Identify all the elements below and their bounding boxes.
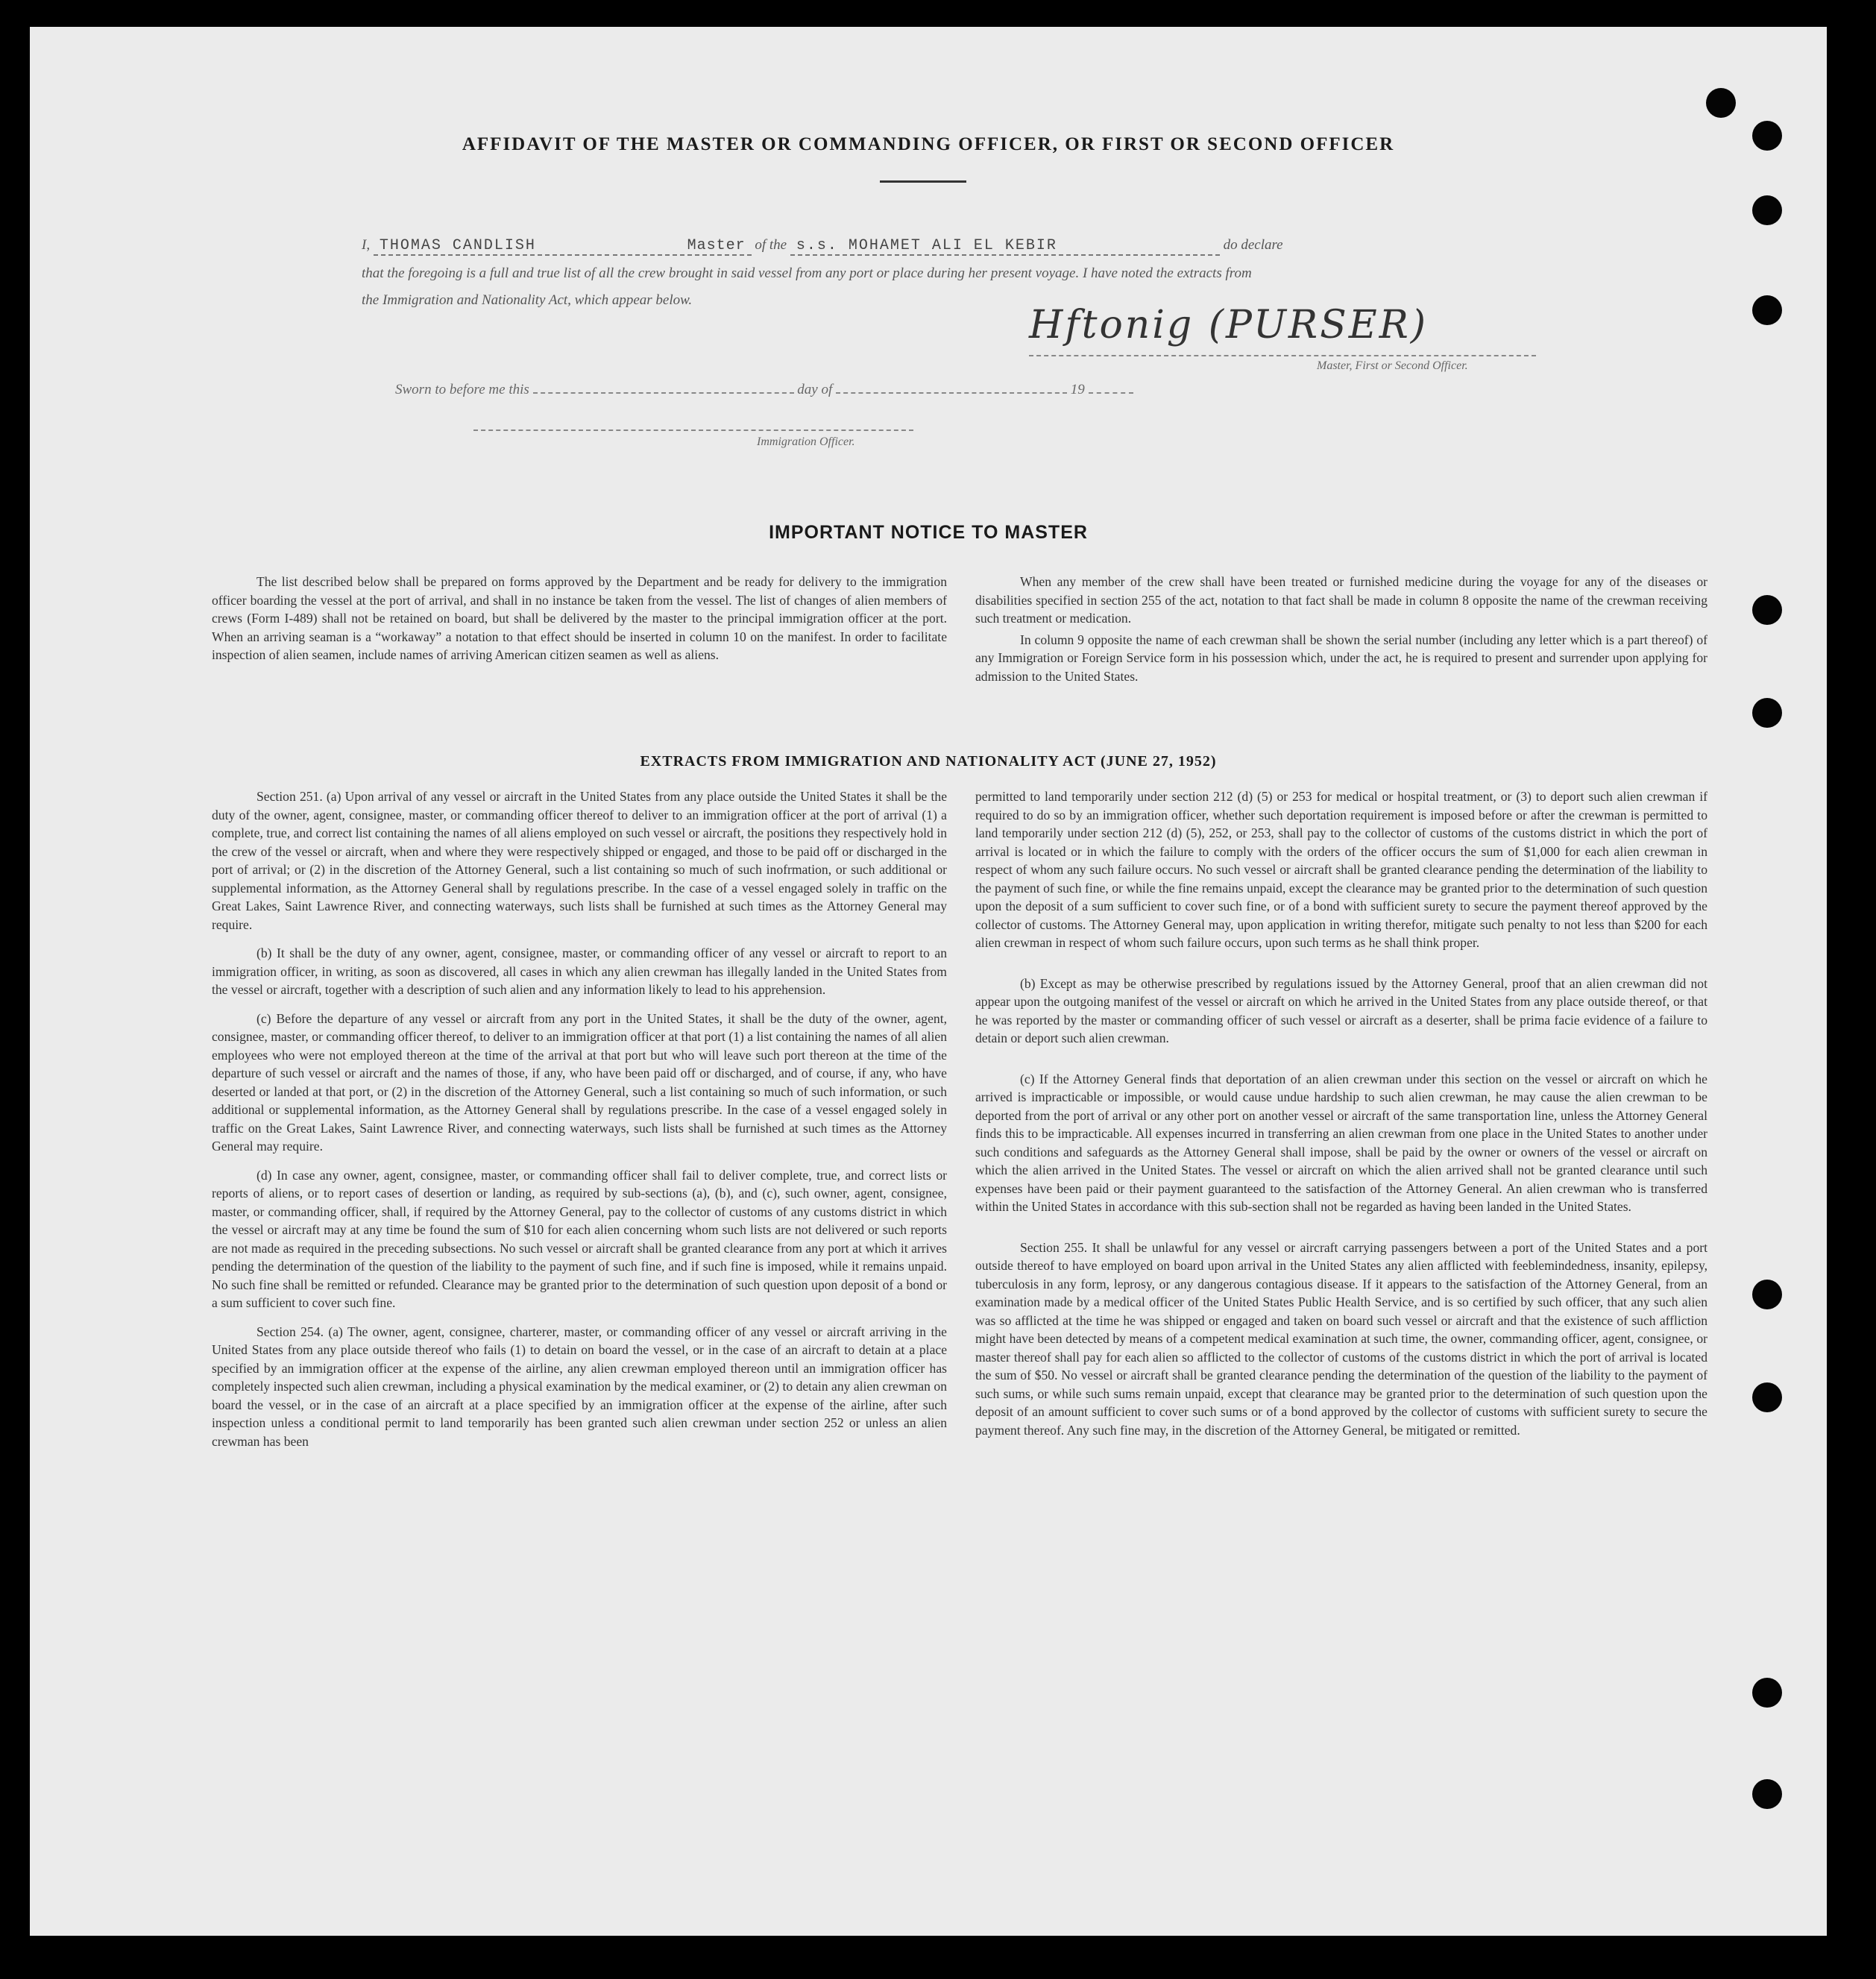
title-rule [880,180,966,183]
punch-hole [1706,88,1736,118]
day-of-label: day of [797,382,833,397]
punch-hole [1752,1280,1782,1309]
document-page [30,27,1827,1936]
extract-paragraph: (c) Before the departure of any vessel or aircraft from any port in the United States, it shall be the duty of the owner, agent, consignee, master, or commanding officer thereof, to deliver to an immigration officer at that port (1) a list containing the names of all alien employees who were not employed thereon at the time of the arrival at that port but who will leave such port thereon at the time of the departure of such vessel or aircraft and the names of those, if any, who have been paid off or discharged, and of course, if any, who have deserted or landed at that port, or (2) in the discretion of the Attorney General, such a list containing so much of such information, or such additional or supplemental information, as the Attorney General shall by regulations prescribe. In the case of a vessel engaged solely in traffic on the Great Lakes, Saint Lawrence River, and connecting waterways, such lists shall be furnished at such times as the Attorney General may require. [212,1010,947,1154]
i-label: I, [362,237,371,253]
immigration-officer-line [473,430,913,431]
signature-label: Master, First or Second Officer. [1317,359,1468,372]
punch-hole [1752,595,1782,625]
signature-line [1029,355,1536,356]
extract-paragraph: Section 251. (a) Upon arrival of any vessel or aircraft in the United States from any place outside the United States it shall be the duty of the owner, agent, consignee, master, or commanding officer thereof to deliver to an immigration officer at the port of arrival (1) a complete, true, and correct list containing the names of all aliens employed on such vessel or aircraft, the positions they respectively hold in the crew of the vessel or aircraft, when and where they were respectively shipped or engaged, and those to be paid off or discharged in the port of arrival; or (2) in the discretion of the Attorney General, such a list containing so much of such inofrmation, or such additional or supplemental information, as the Attorney General shall by regulations prescribe. In the case of a vessel engaged solely in traffic on the Great Lakes, Saint Lawrence River, and connecting waterways, such lists shall be furnished at such times as the Attorney General may require. [212,789,947,932]
sworn-line [395,382,1133,398]
punch-hole [1752,195,1782,225]
extract-paragraph: Section 255. It shall be unlawful for any vessel or aircraft carrying passengers between a port of the United States and a port outside thereof to have employed on board upon arrival in the United States any alien afflicted with feeblemindedness, insanity, epilepsy, tuberculosis in any form, leprosy, or any dangerous contagious disease. If it appears to the satisfaction of the Attorney General, from an examination made by a medical officer of the United States Public Health Service, and is so certified by such officer, that any such alien was so afflicted at the time he was shipped or engaged and taken on board such vessel or aircraft and that the existence of such affliction might have been detected by means of a competent medical examination at such time, the owner, commanding officer, agent, consignee, or master thereof shall pay for each alien so afflicted to the collector of customs of the customs district in which the port of arrival is located the sum of $50. No vessel or aircraft shall be granted clearance pending the determination of the question of the liability to the payment of such sums, or while such sums remain unpaid, except that clearance may be granted prior to the determination of such question upon the deposit of an amount sufficient to cover such sums or of a bond approved by the collector of customs with sufficient surety to secure the payment thereof. Any such fine may, in the discretion of the Attorney General, be mitigated or remitted. [975,1239,1707,1438]
notice-paragraph: The list described below shall be prepared on forms approved by the Department and be ready for delivery to the immigration officer boarding the vessel at the port of arrival, and shall in no instance be taken from the vessel. The list of changes of alien members of crews (Form I-489) shall not be retained on board, but shall be delivered by the master to the principal immigration officer at the port. When an arriving seaman is a “workaway” a notation to that effect should be inserted in column 10 on the manifest. In order to facilitate inspection of alien seamen, include names of arriving American citizen seamen as well as aliens. [212,574,947,662]
year-label: 19 [1070,382,1085,397]
vessel-field[interactable] [790,237,1220,256]
affidavit-title: AFFIDAVIT OF THE MASTER OR COMMANDING OFFICER, OR FIRST OR SECOND OFFICER [462,134,1395,154]
sworn-date-field[interactable] [533,382,794,394]
punch-hole [1752,1382,1782,1412]
extracts-left-column [212,787,947,1461]
extract-paragraph: (b) Except as may be otherwise prescribed by regulations issued by the Attorney General, proof that an alien crewman did not appear upon the outgoing manifest of the vessel or aircraft on which he arrived in the United States from any place outside thereof, or that he was reported by the master or commanding officer of such vessel or aircraft as a deserter, shall be prima facie evidence of a failure to detain or deport such alien crewman. [975,975,1707,1045]
extracts-title: EXTRACTS FROM IMMIGRATION AND NATIONALITY ACT (JUNE 27, 1952) [640,753,1217,770]
affidavit-line-3: the Immigration and Nationality Act, which appear below. [362,292,693,308]
punch-hole [1752,1678,1782,1708]
vessel-name: MOHAMET ALI EL KEBIR [848,237,1057,254]
month-field[interactable] [836,382,1067,394]
notice-title: IMPORTANT NOTICE TO MASTER [769,522,1088,543]
of-the-label: of the [755,237,787,253]
extracts-right-column [975,787,1707,1450]
immigration-officer-label: Immigration Officer. [757,435,855,448]
extract-paragraph: Section 254. (a) The owner, agent, consignee, charterer, master, or commanding officer of any vessel or aircraft arriving in the United States from any place outside thereof who fails (1) to detain on board the vessel, or in the case of an aircraft to detain at a place specified by an immigration officer at the expense of the airline, any alien crewman employed thereon until an immigration officer has completely inspected such alien crewman, including a physical examination by the medical examiner, or (2) to detain any alien crewman on board the vessel, or in the case of an aircraft at a place specified by an immigration officer at the expense of the airline, after such inspection unless a conditional permit to land temporarily has been granted such alien crewman under section 252 or unless an alien crewman has been [212,1324,947,1449]
signature: Hftonig (PURSER) [1029,303,1429,347]
affidavit-line-2: that the foregoing is a full and true list of all the crew brought in said vessel from any port or place during her present voyage. I have noted the extracts from [362,265,1252,281]
extract-paragraph: (d) In case any owner, agent, consignee, master, or commanding officer shall fail to deliver complete, true, and correct lists or reports of aliens, or to report cases of desertion or landing, as required by sub-sections (a), (b), and (c), such owner, agent, consignee, master, or commanding officer, shall, if required by the Attorney General, pay to the collector of customs of any customs district in which the vessel or aircraft may at any time be found the sum of $10 for each alien concerning whom such lists are not delivered or such reports are not made as required in the preceding subsections. No such vessel or aircraft shall be granted clearance from any port at which it arrives pending the determination of the question of the liability to the payment of such fine, and if such fine is imposed, while it remains unpaid. No such fine shall be remitted or refunded. Clearance may be granted prior to the determination of such question upon deposit of a bond or a sum sufficient to cover such fine. [212,1167,947,1310]
punch-hole [1752,295,1782,325]
notice-right-column [975,573,1707,696]
extract-paragraph: permitted to land temporarily under section 212 (d) (5) or 253 for medical or hospital treatment, or (3) to deport such alien crewman if required to do so by an immigration officer, whether such deportation requirement is imposed before or after the crewman is permitted to land temporarily under section 212 (d) (5), 252, or 253, shall pay to the collector of customs of the customs district in which the port of arrival is located or in which the failure to comply with the orders of the officer occurs the sum of $1,000 for each alien crewman in respect of whom any such failure occurs. No such vessel or aircraft shall be granted clearance pending the determination of the liability to the payment of such fine, or while the fine remains unpaid, except the clearance may be granted prior to the determination of such question upon the deposit of a sum sufficient to cover such fine, or of a bond with sufficient surety to secure the payment thereof approved by the collector of customs. The Attorney General may, upon application in writing therefor, mitigate such penalty to not less than $200 for each alien crewman in respect of whom such failure occurs, upon such terms as he shall think proper. [975,789,1707,950]
punch-hole [1752,698,1782,728]
extract-paragraph: (c) If the Attorney General finds that deportation of an alien crewman under this section on the vessel or aircraft on which he arrived is impracticable or impossible, or would cause undue hardship to such alien crewman, he may cause the alien crewman to be deported from the port of arrival or any other port on another vessel or aircraft of the same transportation line, unless the Attorney General finds this to be impracticable. All expenses incurred in transferring an alien crewman from one place in the United States to another under such conditions and safeguards as the Attorney General shall impose, shall be paid by the owner or owners of the vessel or aircraft on which the alien arrived in the United States. The vessel or aircraft on which the alien arrived shall not be granted clearance until such expenses have been paid or their payment guaranteed to the satisfaction of the Attorney General. An alien crewman who is transferred within the United States in accordance with this sub-section shall not be regarded as having been landed in the United States. [975,1071,1707,1214]
vessel-prefix: s.s. [796,237,838,254]
do-declare-label: do declare [1223,237,1283,253]
master-name-field[interactable]: THOMAS CANDLISH [374,237,609,256]
notice-paragraph: In column 9 opposite the name of each crewman shall be shown the serial number (including any letter which is a part thereof) of any Immigration or Foreign Service form in his possession which, under the act, he is required to present and surrender upon applying for admission to the United States. [975,632,1707,684]
extract-paragraph: (b) It shall be the duty of any owner, agent, consignee, master, or commanding officer of any vessel or aircraft to report to an immigration officer, in writing, as soon as discovered, all cases in which any alien crewman has illegally landed in the United States from the vessel or aircraft, together with a description of such alien and any information likely to lead to his apprehension. [212,946,947,997]
rank-field[interactable]: Master [613,237,752,256]
punch-hole [1752,1779,1782,1809]
notice-paragraph: When any member of the crew shall have been treated or furnished medicine during the voyage for any of the diseases or disabilities specified in section 255 of the act, notation to that fact shall be made in column 8 opposite the name of the crewman receiving such treatment or medication. [975,574,1707,626]
year-field[interactable] [1089,382,1133,394]
notice-left-column [212,573,947,675]
sworn-label: Sworn to before me this [395,382,529,397]
affidavit-declaration-line [362,237,1570,256]
